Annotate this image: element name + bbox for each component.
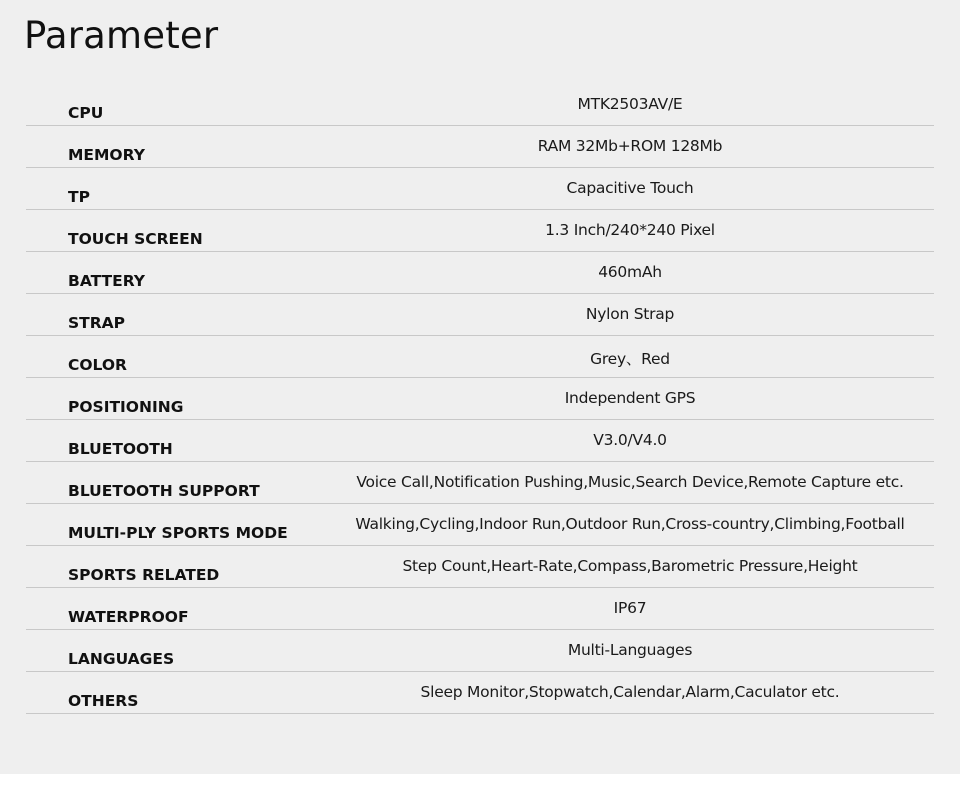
param-value: MTK2503AV/E: [577, 95, 683, 113]
param-value: Nylon Strap: [585, 305, 675, 323]
param-value: 460mAh: [598, 263, 662, 281]
param-value: Step Count,Heart-Rate,Compass,Barometric Pressure,Height: [402, 557, 858, 575]
table-row-tp: [26, 168, 934, 210]
table-row-bluetooth: [26, 420, 934, 462]
param-value: V3.0/V4.0: [593, 431, 667, 449]
param-value: Voice Call,Notification Pushing,Music,Search Device,Remote Capture etc.: [356, 473, 904, 491]
param-value: RAM 32Mb+ROM 128Mb: [537, 137, 723, 155]
param-label: TP: [68, 188, 90, 206]
table-row-battery: [26, 252, 934, 294]
param-value: Independent GPS: [564, 389, 696, 407]
table-row-sports-related: [26, 546, 934, 588]
param-label: SPORTS RELATED: [68, 566, 220, 584]
param-label: WATERPROOF: [68, 608, 189, 626]
param-value: Sleep Monitor,Stopwatch,Calendar,Alarm,Caculator etc.: [420, 683, 840, 701]
param-label: TOUCH SCREEN: [68, 230, 203, 248]
param-label: COLOR: [68, 356, 127, 374]
param-label: OTHERS: [68, 692, 139, 710]
param-label: BLUETOOTH SUPPORT: [68, 482, 260, 500]
param-label: BLUETOOTH: [68, 440, 173, 458]
table-row-cpu: [26, 84, 934, 126]
table-row-touch-screen: [26, 210, 934, 252]
param-label: MULTI-PLY SPORTS MODE: [68, 524, 288, 542]
param-label: BATTERY: [68, 272, 146, 290]
table-row-waterproof: [26, 588, 934, 630]
param-value: Walking,Cycling,Indoor Run,Outdoor Run,Cross-country,Climbing,Football: [355, 515, 905, 533]
page-title: Parameter: [24, 14, 219, 57]
param-value: IP67: [613, 599, 647, 617]
table-row-color: [26, 336, 934, 378]
param-label: LANGUAGES: [68, 650, 175, 668]
table-row-memory: [26, 126, 934, 168]
table-row-sports-mode: [26, 504, 934, 546]
parameter-table: [26, 84, 934, 714]
param-label: CPU: [68, 104, 104, 122]
table-row-languages: [26, 630, 934, 672]
param-label: MEMORY: [68, 146, 145, 164]
table-row-strap: [26, 294, 934, 336]
param-label: POSITIONING: [68, 398, 184, 416]
table-row-others: [26, 672, 934, 714]
param-value: Capacitive Touch: [566, 179, 694, 197]
param-value: Grey、Red: [590, 350, 670, 368]
table-row-bluetooth-support: [26, 462, 934, 504]
table-row-positioning: [26, 378, 934, 420]
param-value: 1.3 Inch/240*240 Pixel: [545, 221, 715, 239]
param-value: Multi-Languages: [567, 641, 693, 659]
param-label: STRAP: [68, 314, 126, 332]
